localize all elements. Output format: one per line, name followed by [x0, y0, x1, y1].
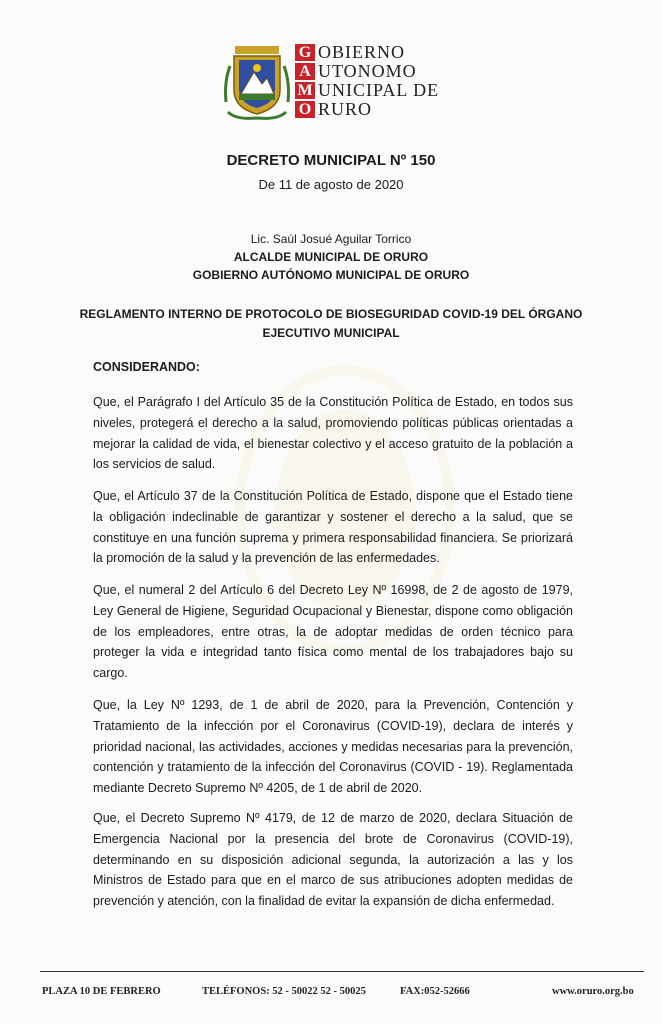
monogram-letter: A: [295, 63, 315, 80]
org-logo: [222, 40, 462, 122]
decree-subject-line: REGLAMENTO INTERNO DE PROTOCOLO DE BIOSEGURIDAD COVID-19 DEL ÓRGANO: [79, 307, 583, 321]
org-name-line: UTONOMO: [318, 61, 417, 81]
org-name-line: OBIERNO: [318, 42, 405, 62]
footer-divider: [40, 971, 644, 972]
considering-paragraph: Que, el numeral 2 del Artículo 6 del Decreto Ley Nº 16998, de 2 de agosto de 1979, Ley General de Higiene, Seguridad Ocupacional y Bienestar, dispone como obligación de los empleadores, entre otras, la de adoptar medidas de orden técnico para proteger la vida e integridad tanto física como mental de los trabajadores bajo su cargo.: [93, 583, 573, 681]
org-name: [318, 43, 439, 119]
signer-name: Lic. Saúl Josué Aguilar Torrico: [250, 232, 412, 246]
considering-paragraph: Que, la Ley Nº 1293, de 1 de abril de 2020, para la Prevención, Contención y Tratamiento de la infección por el Coronavirus (COVID-19), declara de interés y prioridad nacional, las actividades, acciones y medidas necesarias para la prevención, contención y tratamiento de la infección del Coronavirus (COVID - 19). Reglamentada mediante Decreto Supremo Nº 4205, de 1 de abril de 2020.: [93, 698, 573, 796]
considering-heading: CONSIDERANDO:: [93, 360, 200, 374]
decree-title: DECRETO MUNICIPAL Nº 150: [226, 152, 436, 169]
footer-address: PLAZA 10 DE FEBRERO: [42, 986, 161, 997]
org-monogram: [295, 44, 317, 120]
considering-paragraph: Que, el Artículo 37 de la Constitución Política de Estado, dispone que el Estado tiene la obligación indeclinable de garantizar y sostener el derecho a la salud, que se constituye en una función suprema y primera responsabilidad financiera. Se priorizará la promoción de la salud y la prevención de las enfermedades.: [93, 489, 573, 566]
monogram-letter: O: [295, 101, 315, 118]
org-name-line: RURO: [318, 99, 373, 119]
considering-paragraph: Que, el Parágrafo I del Artículo 35 de la Constitución Política de Estado, en todos sus niveles, protegerá el derecho a la salud, promoviendo políticas públicas orientadas a mejorar la calidad de vida, el bienestar colectivo y el acceso gratuito de la población a los servicios de salud.: [93, 395, 573, 472]
coat-of-arms-icon: [222, 42, 292, 120]
decree-date: De 11 de agosto de 2020: [258, 177, 404, 192]
signer-org: GOBIERNO AUTÓNOMO MUNICIPAL DE ORURO: [192, 268, 470, 282]
footer-phones: TELÉFONOS: 52 - 50022 52 - 50025: [202, 986, 366, 997]
footer-fax: FAX:052-52666: [400, 986, 470, 997]
monogram-letter: G: [295, 44, 315, 61]
signer-role: ALCALDE MUNICIPAL DE ORURO: [233, 250, 429, 264]
org-name-line: UNICIPAL DE: [318, 80, 440, 100]
footer-website-link[interactable]: www.oruro.org.bo: [552, 986, 634, 997]
monogram-letter: M: [295, 82, 315, 99]
decree-subject-line: EJECUTIVO MUNICIPAL: [262, 326, 400, 340]
considering-paragraph: Que, el Decreto Supremo Nº 4179, de 12 de marzo de 2020, declara Situación de Emergencia Nacional por la presencia del brote de Coronavirus (COVID-19), determinando en su disposición adicional segunda, la autorización a las y los Ministros de Estado para que en el marco de sus atribuciones adopten medidas de prevención y atención, con la finalidad de evitar la expansión de dicha enfermedad.: [93, 811, 573, 909]
